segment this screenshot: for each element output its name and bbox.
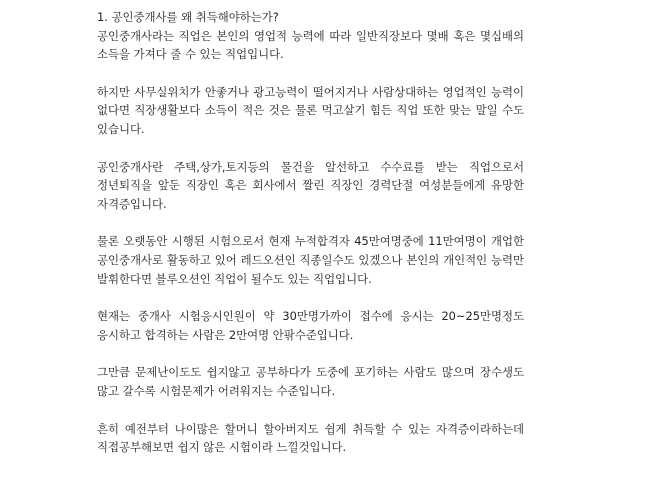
paragraph-6: 그만큼 문제난이도도 쉽지않고 공부하다가 도중에 포기하는 사람도 많으며 장수생도 많고 갈수록 시험문제가 어려워지는 수준입니다.	[97, 365, 524, 398]
section-heading: 1. 공인중개사를 왜 취득해야하는가?	[97, 10, 279, 24]
paragraph-1: 공인중개사라는 직업은 본인의 영업적 능력에 따라 일반직장보다 몇배 혹은 몇십배의 소득을 가져다 줄 수 있는 직업입니다.	[97, 28, 524, 62]
paragraph-2: 하지만 사무실위치가 안좋거나 광고능력이 떨어지거나 사람상대하는 영업적인 능력이 없다면 직장생활보다 소득이 적은 것은 물론 먹고살기 힘든 직업 또한 맞는 말일 수도 있습니다.	[97, 84, 524, 136]
paragraph-3: 공인중개사란 주택,상가,토지등의 물건을 알선하고 수수료를 받는 직업으로서 정년퇴직을 앞둔 직장인 혹은 회사에서 짤린 직장인 경력단절 여성분들에게 유망한 자격증입니다.	[97, 159, 524, 211]
paragraph-7: 흔히 예전부터 나이많은 할머니 할아버지도 쉽게 취득할 수 있는 자격증이라하는데 직접공부해보면 쉽지 않은 시험이라 느낄것입니다.	[97, 421, 524, 455]
paragraph-4: 물론 오랫동안 시행된 시험으로서 현재 누적합격자 45만여명중에 11만여명이 개업한 공인중개사로 활동하고 있어 레드오션인 직종일수도 있겠으나 본인의 개인적인 능력만 발휘한다면 블루오션인 직업이 될수도 있는 직업입니다.	[97, 234, 524, 286]
document-body	[97, 8, 524, 457]
paragraph-5: 현재는 중개사 시험응시인원이 약 30만명가까이 접수에 응시는 20~25만명정도 응시하고 합격하는 사람은 2만여명 안팎수준입니다.	[97, 309, 524, 342]
